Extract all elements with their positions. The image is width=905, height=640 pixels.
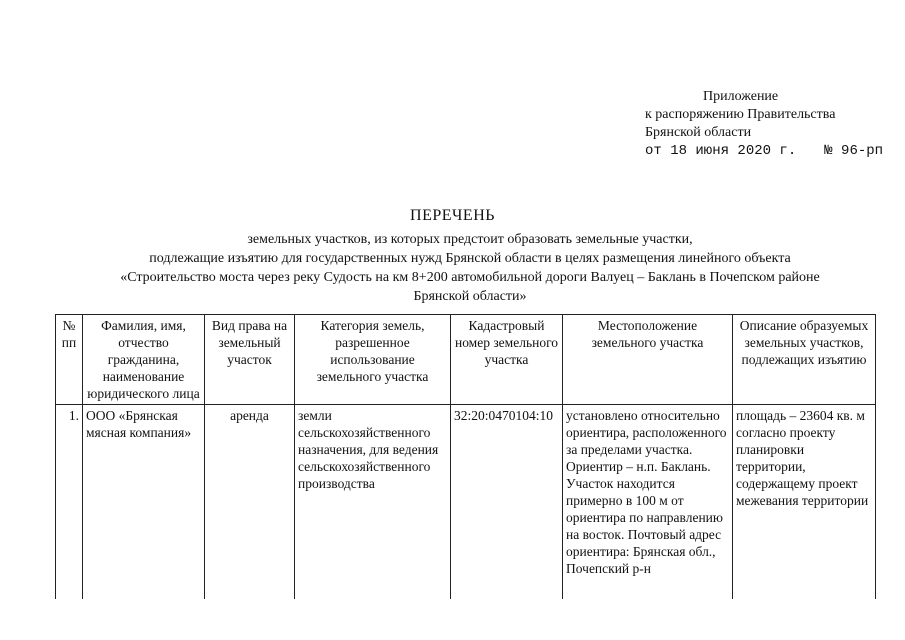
header-cadastral: Кадастровый номер земельного участка (451, 315, 563, 405)
row-number: 1. (56, 405, 83, 600)
header-number: № пп (56, 315, 83, 405)
row-land-category: земли сельскохозяйственного назначения, для ведения сельскохозяйственного производства (295, 405, 451, 600)
subtitle-line-4: Брянской области» (413, 289, 527, 304)
header-right: Вид права на земельный участок (205, 315, 295, 405)
appendix-region: Брянской области (645, 125, 752, 140)
row-owner-name: ООО «Брянская мясная компания» (83, 405, 205, 600)
subtitle-line-1: земельных участков, из которых предстоит образовать земельные участки, (247, 232, 693, 247)
row-cadastral-number: 32:20:0470104:10 (451, 405, 563, 600)
subtitle-line-2: подлежащие изъятию для государственных нужд Брянской области в целях размещения линейного объекта (149, 251, 791, 266)
header-name: Фамилия, имя, отчество гражданина, наименование юридического лица (83, 315, 205, 405)
table-row (56, 405, 876, 600)
header-category: Категория земель, разрешенное использование земельного участка (295, 315, 451, 405)
header-description: Описание образуемых земельных участков, подлежащих изъятию (733, 315, 876, 405)
appendix-reference: к распоряжению Правительства (645, 107, 836, 122)
row-description: площадь – 23604 кв. м согласно проекту планировки территории, содержащему проект межевания территории (733, 405, 876, 600)
subtitle-line-3: «Строительство моста через реку Судость на км 8+200 автомобильной дороги Валуец – Баклань в Почепском районе (120, 270, 820, 285)
header-location: Местоположение земельного участка (563, 315, 733, 405)
appendix-header (645, 88, 883, 160)
appendix-date-number (645, 142, 883, 160)
appendix-number: № 96-рп (824, 143, 884, 159)
table-header-row (56, 315, 876, 405)
land-plots-table (55, 314, 876, 599)
appendix-label: Приложение (703, 89, 779, 104)
appendix-date: от 18 июня 2020 г. (645, 143, 797, 159)
row-location: установлено относительно ориентира, расположенного за пределами участка. Ориентир – н.п. Баклань. Участок находится примерно в 100 м от ориентира по направлению на восток. Почтовый адрес ориентира: Брянская обл., Почепский р-н (563, 405, 733, 600)
document-title: ПЕРЕЧЕНЬ (410, 207, 495, 224)
document-subtitle (60, 230, 880, 306)
row-right-type: аренда (205, 405, 295, 600)
